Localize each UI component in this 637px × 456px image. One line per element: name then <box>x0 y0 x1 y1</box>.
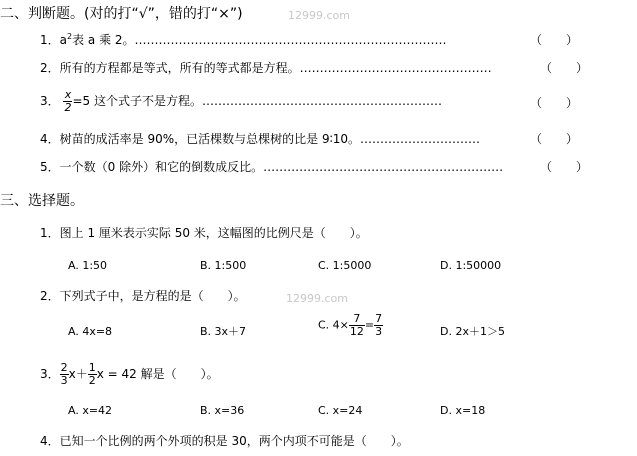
q3-option-c[interactable]: C. x=24 <box>318 404 363 417</box>
choice-q1: 1．图上 1 厘米表示实际 50 米，这幅图的比例尺是（ ）。 <box>40 226 368 240</box>
q3-option-b[interactable]: B. x=36 <box>200 404 245 417</box>
q2-option-b[interactable]: B. 3x＋7 <box>200 325 247 338</box>
fraction-1-over-2: $\frac{1}{2}$ <box>88 361 96 387</box>
q1-option-a[interactable]: A. 1:50 <box>68 259 108 272</box>
q1-option-d[interactable]: D. 1:50000 <box>440 259 502 272</box>
section3-title: 三、选择题。 <box>0 193 84 209</box>
choice-q2: 2．下列式子中，是方程的是（ ）。 <box>40 289 246 303</box>
judge-item-5: 5．一个数（0 除外）和它的倒数成反比。…………………………………………………… <box>40 160 504 174</box>
judge-item-2: 2．所有的方程都是等式，所有的等式都是方程。………………………………………… <box>40 61 492 75</box>
fraction-x-over-2: $\frac{x}{2}$ <box>64 88 72 114</box>
answer-paren-2[interactable]: （ ） <box>540 61 589 75</box>
q2-option-c[interactable]: C. 4× $\frac{7}{12}$ = $\frac{7}{3}$ <box>318 312 383 338</box>
watermark: 12999.com <box>288 9 350 22</box>
fraction-7-over-3: $\frac{7}{3}$ <box>375 312 383 338</box>
q1-option-b[interactable]: B. 1:500 <box>200 259 247 272</box>
fraction-2-over-3: $\frac{2}{3}$ <box>60 361 68 387</box>
q1-option-c[interactable]: C. 1:5000 <box>318 259 372 272</box>
choice-q3: 3． $\frac{2}{3}$ x＋ $\frac{1}{2}$ x = 42 解是（ ）。 <box>40 361 219 387</box>
q3-option-a[interactable]: A. x=42 <box>68 404 113 417</box>
q3-option-d[interactable]: D. x=18 <box>440 404 486 417</box>
judge-item-1: 1．$a^2$表 a 乘 2。…………………………………………………………………… <box>40 32 447 47</box>
judge-item-4: 4．树苗的成活率是 90%，已活棵数与总棵树的比是 9∶10。………………………… <box>40 132 480 146</box>
q2-option-d[interactable]: D. 2x＋1＞5 <box>440 325 505 338</box>
watermark: 12999.com <box>286 292 348 305</box>
answer-paren-3[interactable]: （ ） <box>530 96 579 110</box>
choice-q4: 4．已知一个比例的两个外项的积是 30，两个内项不可能是（ ）。 <box>40 434 409 448</box>
q2-option-a[interactable]: A. 4x=8 <box>68 325 113 338</box>
answer-paren-5[interactable]: （ ） <box>540 160 589 174</box>
section2-title: 二、判断题。(对的打“√”，错的打“×”) <box>0 6 243 22</box>
answer-paren-4[interactable]: （ ） <box>530 132 579 146</box>
fraction-7-over-12: $\frac{7}{12}$ <box>349 312 364 338</box>
judge-item-3: 3． $\frac{x}{2}$ =5 这个式子不是方程。…………………………………………………… <box>40 88 442 114</box>
answer-paren-1[interactable]: （ ） <box>530 33 579 47</box>
